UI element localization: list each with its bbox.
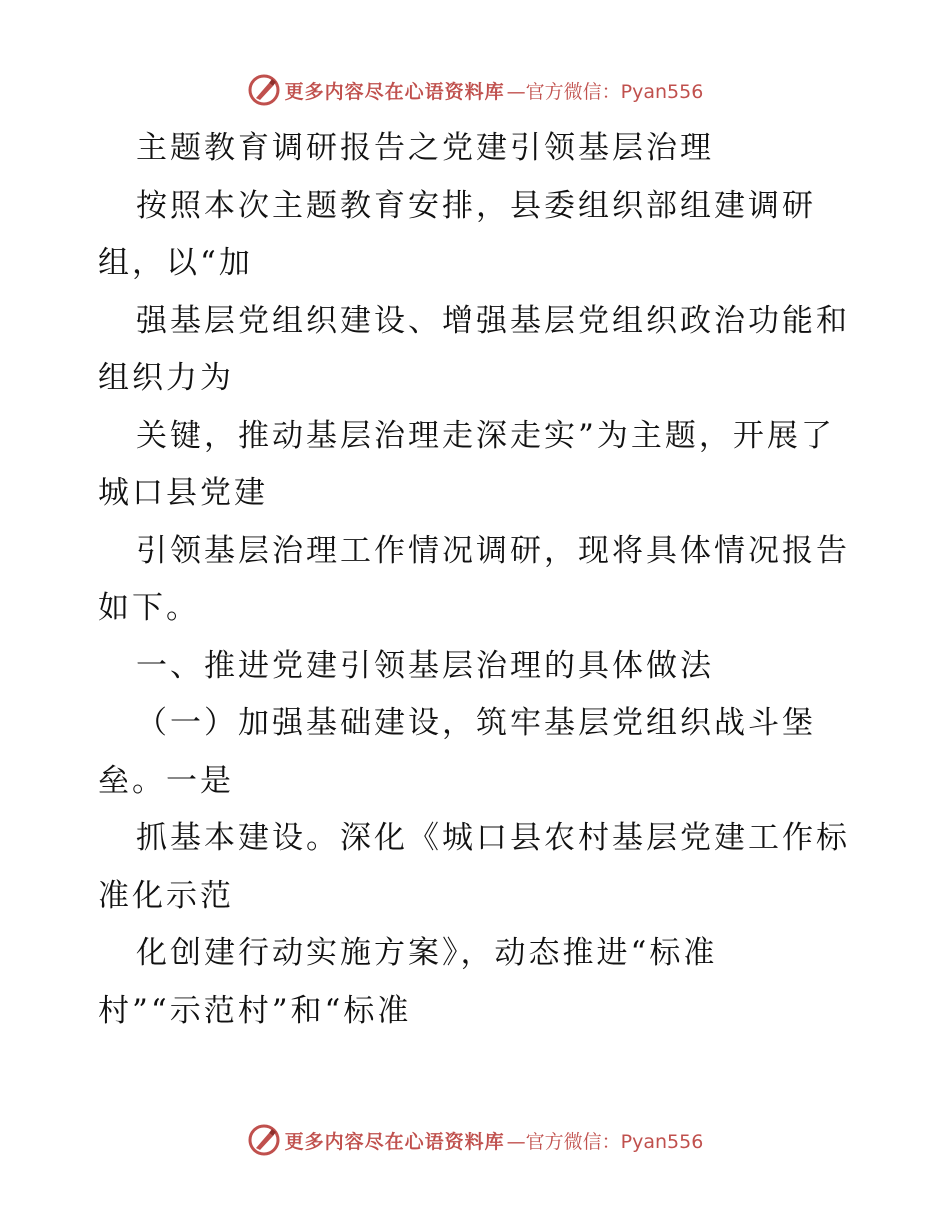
text-line: 村”“示范村”和“标准 — [98, 992, 412, 1029]
text-line: 化创建行动实施方案》，动态推进“标准 — [136, 935, 718, 971]
watermark-text: 更多内容尽在心语资料库 — [284, 80, 505, 103]
header-watermark — [0, 70, 950, 110]
text-line: 准化示范 — [98, 877, 234, 914]
text-line: 城口县党建 — [98, 475, 268, 511]
text-line: 组织力为 — [98, 360, 234, 396]
text-line: （一）加强基础建设，筑牢基层党组织战斗堡 — [136, 705, 816, 741]
pen-in-circle-logo-icon — [247, 1123, 281, 1157]
text-line: 引领基层治理工作情况调研，现将具体情况报告 — [136, 532, 850, 569]
text-line: 按照本次主题教育安排，县委组织部组建调研 — [136, 187, 816, 224]
pen-in-circle-logo-icon — [247, 73, 281, 107]
section-heading: 一、推进党建引领基层治理的具体做法 — [136, 647, 714, 684]
text-line: 强基层党组织建设、增强基层党组织政治功能和 — [136, 302, 850, 339]
watermark-contact: —官方微信：Pyan556 — [506, 80, 704, 103]
text-line: 如下。 — [98, 590, 200, 626]
text-line: 组，以“加 — [98, 245, 253, 281]
text-line: 垒。一是 — [98, 762, 234, 799]
document-title: 主题教育调研报告之党建引领基层治理 — [136, 130, 714, 166]
text-line: 抓基本建设。深化《城口县农村基层党建工作标 — [136, 820, 850, 856]
text-line: 关键，推动基层治理走深走实”为主题，开展了 — [136, 417, 835, 454]
footer-watermark — [0, 1120, 950, 1160]
watermark-text: 更多内容尽在心语资料库 — [284, 1130, 505, 1153]
document-body — [98, 120, 868, 1040]
watermark-contact: —官方微信：Pyan556 — [506, 1130, 704, 1153]
